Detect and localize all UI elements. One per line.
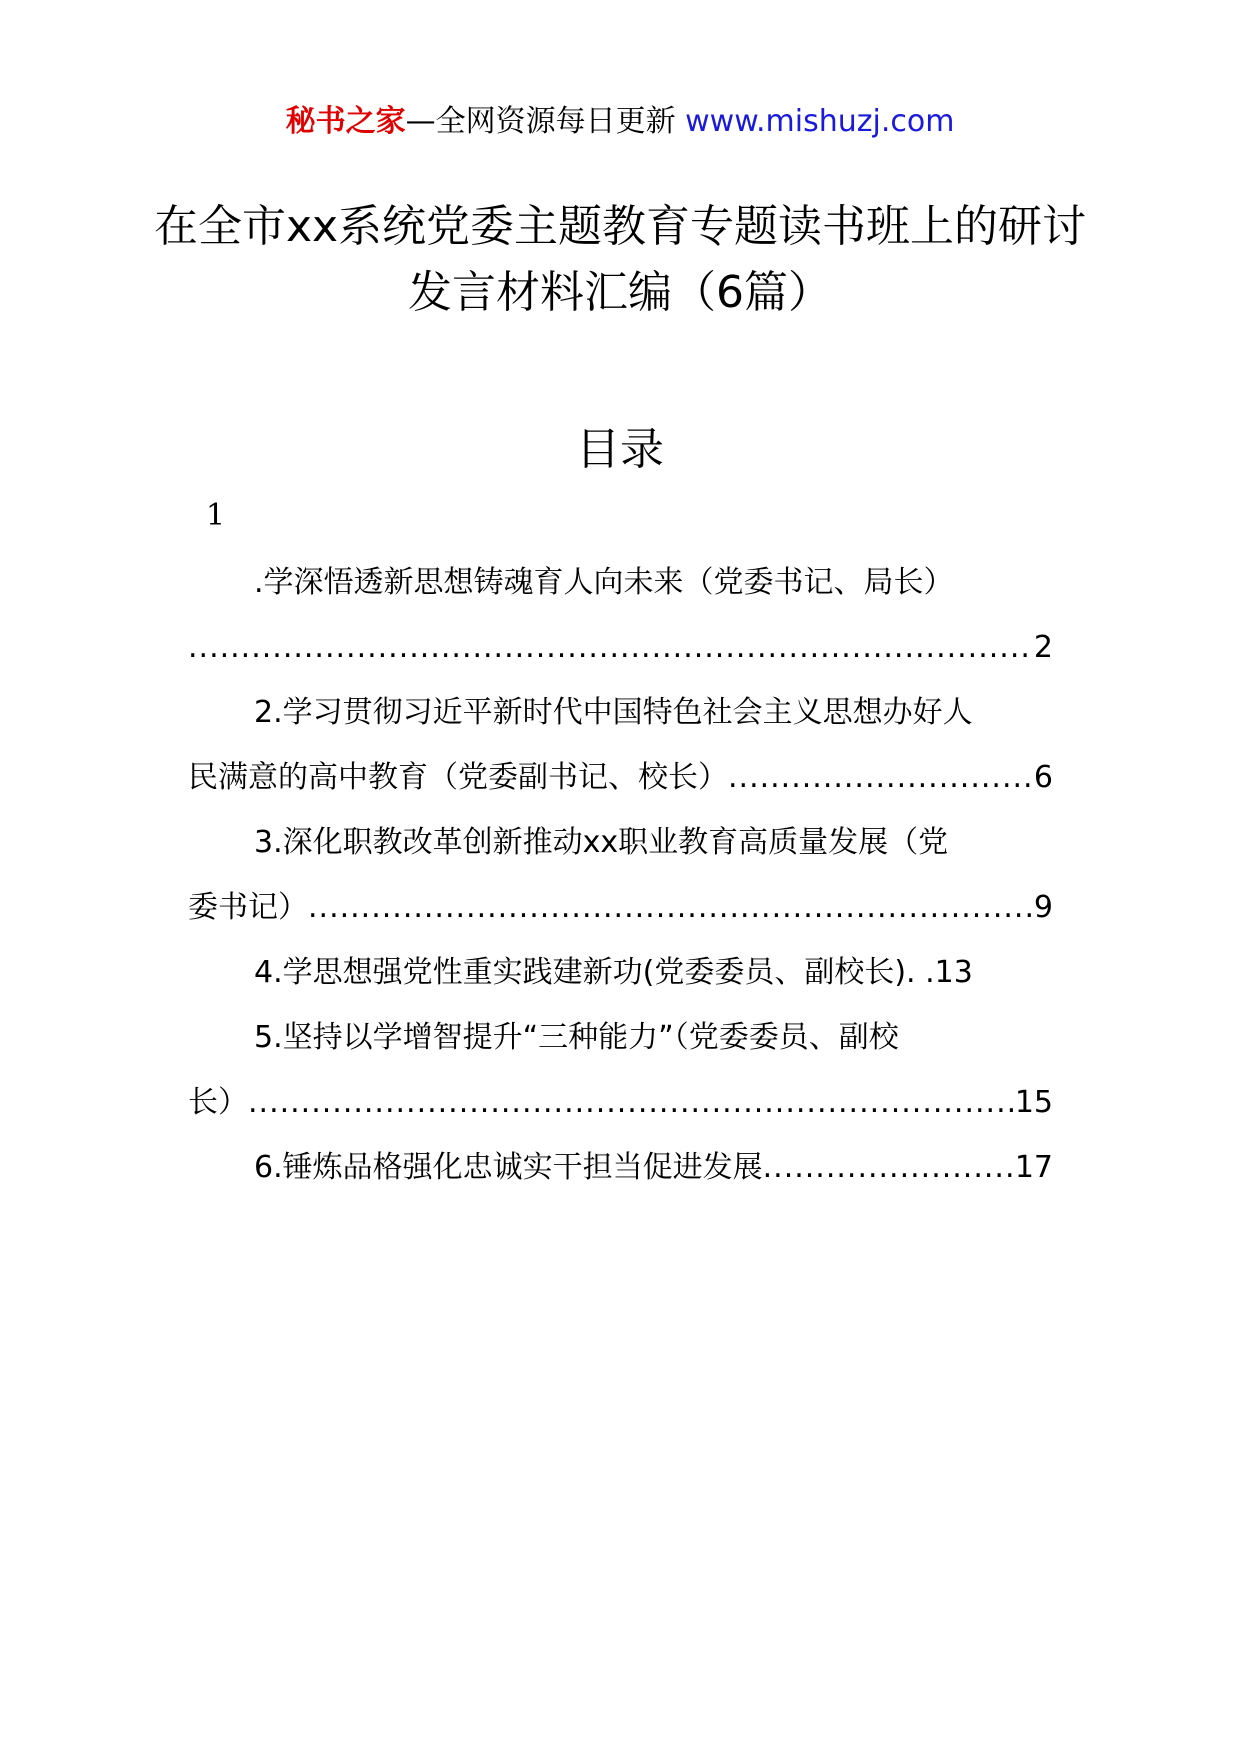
toc-entry-5-text-line1: 5.坚持以学增智提升“三种能力”（党委委员、副校: [254, 1020, 899, 1055]
site-url-link[interactable]: www.mishuzj.com: [685, 104, 955, 139]
toc-heading: 目录: [576, 424, 664, 475]
toc-entry-4[interactable]: [188, 940, 1053, 1005]
toc-entry-3-leader-line[interactable]: [188, 875, 1053, 940]
toc-entry-6-text: 6.锤炼品格强化忠诚实干担当促进发展: [254, 1150, 763, 1185]
table-of-contents: [188, 550, 1053, 1200]
toc-entry-6[interactable]: [188, 1135, 1053, 1200]
toc-entry-2-text-line1: 2.学习贯彻习近平新时代中国特色社会主义思想办好人: [254, 695, 973, 730]
toc-entry-1-text: .学深悟透新思想铸魂育人向未来（党委书记、局长）: [254, 565, 954, 600]
toc-entry-4-text: 4.学思想强党性重实践建新功(党委委员、副校长). .13: [254, 955, 973, 990]
toc-entry-3-page: 9: [1033, 890, 1053, 925]
toc-entry-5[interactable]: [188, 1005, 1053, 1070]
toc-dot-leader: [763, 1135, 1015, 1200]
toc-dot-leader: [728, 745, 1034, 810]
toc-dot-leader: [248, 1070, 1015, 1135]
toc-entry-6-page: 17: [1014, 1150, 1053, 1185]
toc-entry-1-page: 2: [1033, 630, 1053, 665]
toc-entry-5-page: 15: [1014, 1085, 1053, 1120]
header-tagline: —全网资源每日更新: [405, 104, 686, 139]
site-header: [0, 100, 1240, 144]
toc-entry-1-leader-line[interactable]: [188, 615, 1053, 680]
toc-entry-1-number: 1: [206, 498, 226, 533]
toc-dot-leader: [188, 615, 1034, 680]
toc-entry-2[interactable]: [188, 680, 1053, 745]
toc-entry-2-leader-line[interactable]: [188, 745, 1053, 810]
toc-entry-2-text-line2: 民满意的高中教育（党委副书记、校长）: [188, 760, 728, 795]
brand-name: 秘书之家: [285, 104, 406, 139]
toc-entry-3[interactable]: [188, 810, 1053, 875]
toc-entry-3-text-line1: 3.深化职教改革创新推动xx职业教育高质量发展（党: [254, 825, 949, 860]
toc-entry-5-leader-line[interactable]: [188, 1070, 1053, 1135]
toc-entry-1[interactable]: [188, 550, 1053, 615]
toc-entry-5-text-line2: 长）: [188, 1085, 248, 1120]
toc-entry-3-text-line2: 委书记）: [188, 890, 308, 925]
document-title: 在全市xx系统党委主题教育专题读书班上的研讨发言材料汇编（6篇）: [153, 201, 1087, 318]
toc-entry-2-page: 6: [1033, 760, 1053, 795]
toc-dot-leader: [308, 875, 1034, 940]
